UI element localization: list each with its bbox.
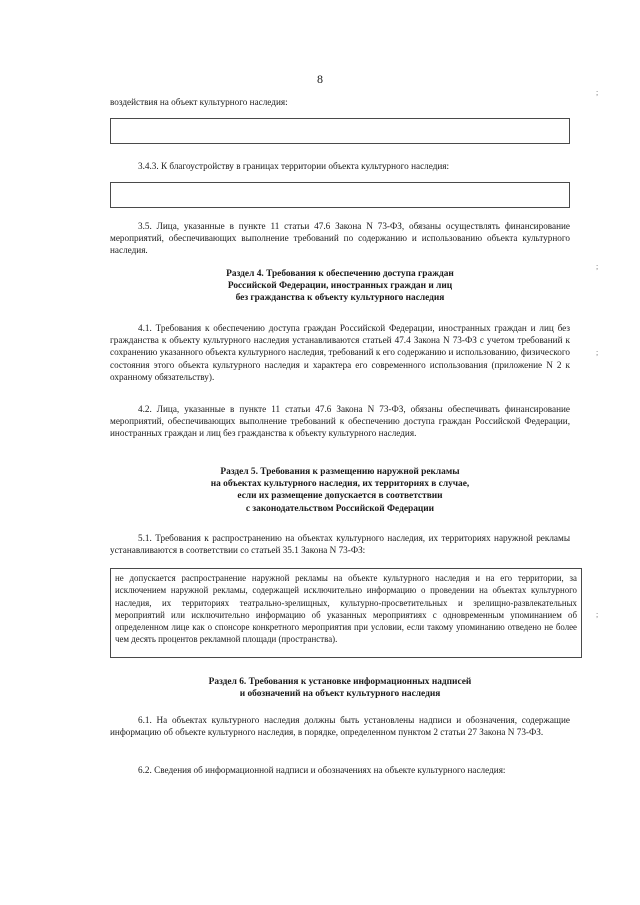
margin-mark-4: ; [596,610,599,619]
advertising-requirement-box [110,568,582,658]
intro-line: воздействия на объект культурного наследия: [110,97,288,107]
page-number: 8 [317,72,323,86]
section-5-title-line-3: если их размещение допускается в соответствии [237,491,443,502]
advertising-requirement-text: не допускается распространение наружной рекламы на объекте культурного наследия и на его территории, за исключением наружной рекламы, содержащей исключительно информацию о проведении на объектах культурного наследия, их территориях театрально-зрелищных, культурно-просветительных и зрелищно-развлекательных мероприятий или исключительно информацию об указанных мероприятиях с одновременным упоминанием об определенном лице как о спонсоре конкретного мероприятия при условии, если такому упоминанию отведено не более чем десять процентов рекламной площади (пространства). [115,573,577,645]
paragraph-4-2: 4.2. Лица, указанные в пункте 11 статьи 47.6 Закона N 73-ФЗ, обязаны обеспечивать финансирование мероприятий, обеспечивающих выполнение требований к обеспечению доступа граждан Российской Федерации, иностранных граждан и лиц без гражданства к объекту культурного наследия. [110,404,570,439]
empty-box-1 [110,118,570,144]
margin-mark-1: ; [596,88,599,97]
paragraph-6-1: 6.1. На объектах культурного наследия должны быть установлены надписи и обозначения, содержащие информацию об объекте культурного наследия, в порядке, определенном пунктом 2 статьи 27 Закона N 73-ФЗ. [110,715,570,738]
margin-mark-3: ; [596,348,599,357]
section-6-title [110,676,570,700]
paragraph-4-1: 4.1. Требования к обеспечению доступа граждан Российской Федерации, иностранных граждан и лиц без гражданства к объекту культурного наследия устанавливаются статьей 47.4 Закона N 73-ФЗ с учетом требований к сохранению указанного объекта культурного наследия, требований к его содержанию и использованию, физического состояния этого объекта культурного наследия и характера его современного использования (приложение N 2 к охранному обязательству). [110,323,570,382]
section-6-title-line-1: Раздел 6. Требования к установке информационных надписей [208,677,472,687]
paragraph-3-5: 3.5. Лица, указанные в пункте 11 статьи 47.6 Закона N 73-ФЗ, обязаны осуществлять финансирование мероприятий, обеспечивающих выполнение требований по содержанию и использованию объекта культурного наследия. [110,221,570,256]
section-6-title-line-2: и обозначений на объект культурного наследия [239,689,441,700]
section-4-title-line-3: без гражданства к объекту культурного наследия [235,293,445,304]
margin-mark-2: ; [596,262,599,271]
section-5-title [110,466,570,515]
paragraph-3-4-3: 3.4.3. К благоустройству в границах территории объекта культурного наследия: [138,161,450,171]
empty-box-2 [110,182,570,208]
section-4-title [110,268,570,305]
section-5-title-line-2: на объектах культурного наследия, их территориях в случае, [210,479,470,490]
paragraph-5-1: 5.1. Требования к распространению на объектах культурного наследия, их территориях наружной рекламы устанавливаются в соответствии со статьей 35.1 Закона N 73-ФЗ: [110,533,570,556]
paragraph-6-2: 6.2. Сведения об информационной надписи и обозначениях на объекте культурного наследия: [138,765,506,775]
section-5-title-line-1: Раздел 5. Требования к размещению наружной рекламы [220,467,460,477]
section-4-title-line-2: Российской Федерации, иностранных граждан и лиц [227,281,453,292]
section-4-title-line-1: Раздел 4. Требования к обеспечению доступа граждан [226,269,454,279]
section-5-title-line-4: с законодательством Российской Федерации [245,503,435,514]
